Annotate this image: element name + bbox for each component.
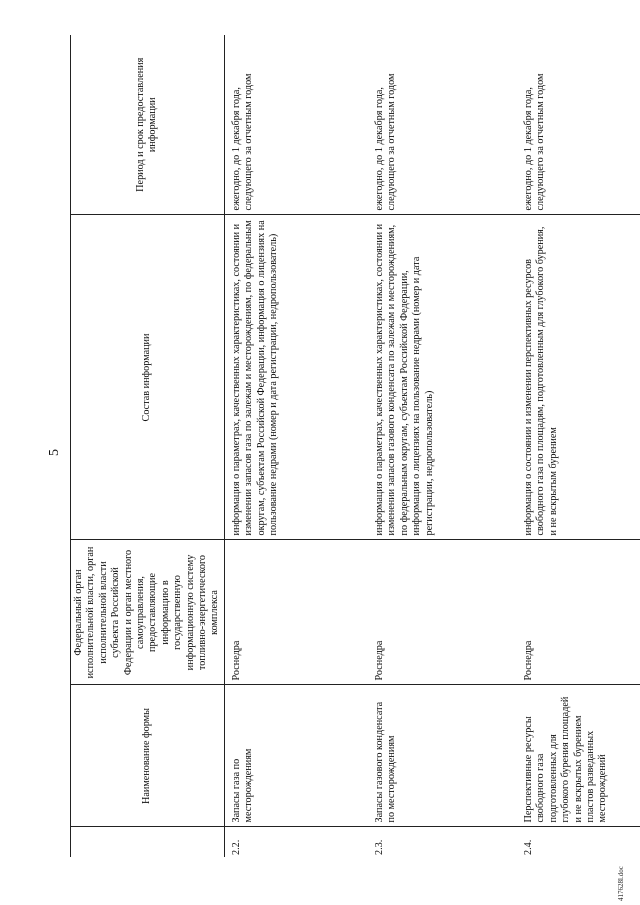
header-authority: Федеральный орган исполнительной власти, орган исполнительной власти субъекта Российской Федерации и орган местного самоуправления, предоставляющие информацию в государственную информационную систему топливно-энергетического комплекса bbox=[71, 540, 225, 685]
header-form-name: Наименование формы bbox=[71, 685, 225, 827]
table-row bbox=[373, 35, 522, 857]
authority: Роснедра bbox=[373, 540, 522, 685]
submission-period: ежегодно, до 1 декабря года, следующего за отчетным годом bbox=[373, 35, 522, 215]
information-composition: информация о параметрах, качественных характеристиках, состоянии и изменении запасов газа по залежам и месторождениям, по федеральным округам, субъектам Российской Федерации, информация о лицензиях на пользование недрами (номер и дата регистрации, недропользователь) bbox=[224, 215, 373, 540]
authority: Роснедра bbox=[224, 540, 373, 685]
row-number: 2.3. bbox=[373, 839, 385, 855]
form-name: Запасы газа по месторождениям bbox=[224, 685, 373, 827]
submission-period: ежегодно, до 1 декабря года, следующего за отчетным годом bbox=[522, 35, 640, 215]
submission-period: ежегодно, до 1 декабря года, следующего за отчетным годом bbox=[224, 35, 373, 215]
header-composition: Состав информации bbox=[71, 215, 225, 540]
header-period: Период и срок предоставления информации bbox=[71, 35, 225, 215]
authority: Роснедра bbox=[522, 540, 640, 685]
information-composition: информация о параметрах, качественных характеристиках, состоянии и изменении запасов газового конденсата по залежам и месторождениям, по федеральным округам, субъектам Российской Федерации, информация о лицензиях на пользование недрами (номер и дата регистрации, недропользователь) bbox=[373, 215, 522, 540]
page-number: 5 bbox=[47, 449, 62, 456]
form-name: Перспективные ресурсы свободного газа подготовленных для глубокого бурения площадей и не вскрытых бурением пластов разведанных месторождений bbox=[522, 685, 640, 827]
table-row bbox=[224, 35, 373, 857]
form-name: Запасы газового конденсата по месторождениям bbox=[373, 685, 522, 827]
information-table bbox=[70, 35, 640, 857]
header-number bbox=[71, 827, 225, 857]
row-number: 2.2. bbox=[230, 839, 242, 855]
row-number: 2.4. bbox=[522, 839, 534, 855]
document-file-id: 417628l.doc bbox=[617, 866, 625, 901]
table-row bbox=[522, 35, 640, 857]
information-composition: информация о состоянии и изменении перспективных ресурсов свободного газа по площадям, подготовленным для глубокого бурения, и не вскрытым бурением bbox=[522, 215, 640, 540]
table-header-row bbox=[71, 35, 225, 857]
